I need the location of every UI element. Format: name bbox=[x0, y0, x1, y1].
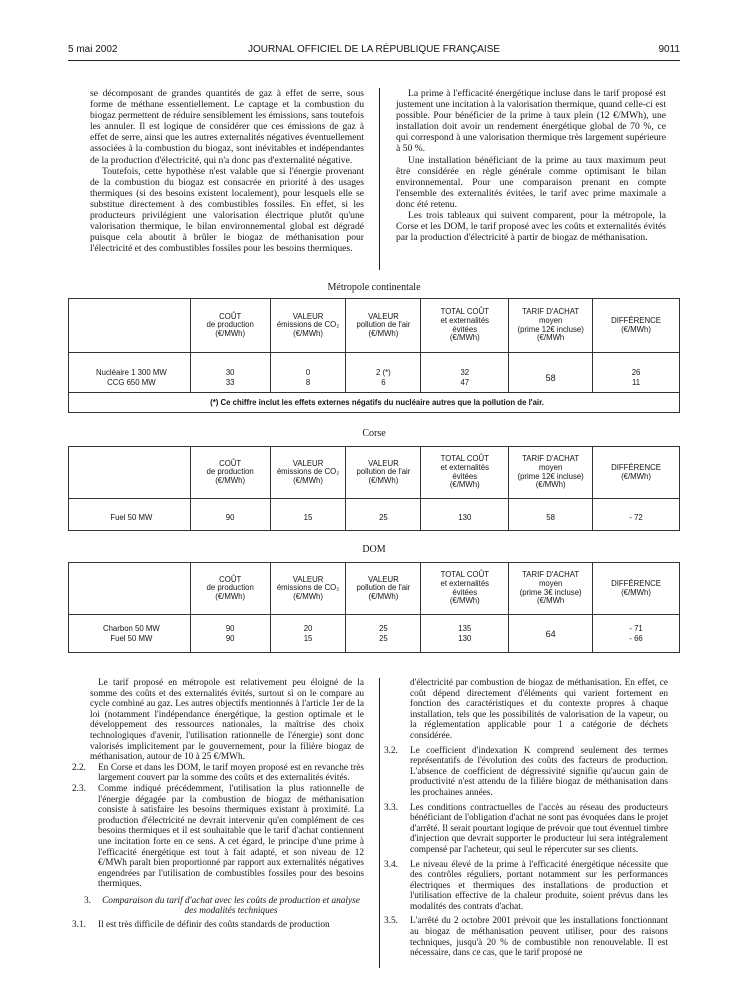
section-title: Comparaison du tarif d'achat avec les coûts de production et analyse des modalités techniques bbox=[102, 895, 360, 917]
numbered-item bbox=[384, 803, 668, 856]
item-number: 3.4. bbox=[384, 859, 398, 870]
header-cell: VALEUR pollution de l'air (€/MWh) bbox=[346, 563, 421, 615]
cell: 32 bbox=[460, 367, 470, 377]
cell-tarif: 58 bbox=[509, 353, 593, 393]
numbered-item bbox=[384, 860, 668, 913]
section-number: 3. bbox=[84, 895, 91, 906]
paragraph: Les trois tableaux qui suivent comparent, pour la métropole, la Corse et les DOM, le tarif proposé avec les coûts et externalités évités par la production d'électricité à partir de biogaz de méthanisation. bbox=[396, 210, 666, 244]
header-cell-label bbox=[69, 563, 191, 615]
cell-tarif: 64 bbox=[509, 615, 593, 653]
top-right-column bbox=[396, 88, 666, 243]
cell: 15 bbox=[270, 499, 346, 531]
cell: 11 bbox=[631, 377, 641, 387]
paragraph: Le tarif proposé en métropole est relativement peu éloigné de la somme des coûts et des externalités évités, surtout si on le compare au cycle combiné au gaz. Les autres objectifs mentionnés à l'article 1er de la loi (notamment l'indépendance énergétique, la gestion optimale et le développement des ressources nationales, la maîtrise des choix technologiques d'avenir, l'utilisation rationnelle de l'énergie) sont donc valorisés implicitement par le gouvernement, pour la filière biogaz de méthanisation, autour de 10 à 25 €/MWh. bbox=[90, 678, 364, 763]
cell: 2 (*) bbox=[376, 367, 391, 377]
cell: - 71 bbox=[629, 623, 643, 633]
item-text: Les conditions contractuelles de l'accès au réseau des producteurs bénéficiant de l'obligation d'achat ne sont pas évoquées dans le projet d'arrêté. Il serait pourtant logique de prévoir que tout éventuel timbre d'injection que devrait supporter le producteur lui sera intégralement compensé par l'acheteur, qui seul le répercuter sur ses clients. bbox=[410, 802, 668, 855]
table-title-corse: Corse bbox=[362, 428, 386, 439]
numbered-item bbox=[72, 763, 364, 784]
header-cell: VALEUR pollution de l'air (€/MWh) bbox=[346, 447, 421, 499]
cell: 90 bbox=[190, 499, 270, 531]
header-cell: VALEUR émissions de CO₂ (€/MWh) bbox=[270, 447, 346, 499]
header-cell: VALEUR pollution de l'air (€/MWh) bbox=[346, 299, 421, 353]
header-cell: DIFFÉRENCE (€/MWh) bbox=[593, 563, 680, 615]
paragraph: se décomposant de grandes quantités de gaz à effet de serre, sous forme de méthane essentiellement. Le captage et la combustion du biogaz permettent de réduire sensiblement les émissions, sans toutefois les annuler. Il est logique de considérer que ces émissions de gaz à effet de serre, ainsi que les autres externalités négatives éventuellement associées à la combustion du biogaz, sont inévitables et indépendantes de la production d'électricité, qui n'a donc pas d'externalité négative. bbox=[90, 88, 364, 166]
table-metropole bbox=[68, 298, 680, 413]
header-cell: TOTAL COÛT et externalités évitées (€/MWh) bbox=[421, 563, 509, 615]
header-cell: TOTAL COÛT et externalités évitées (€/MWh) bbox=[421, 447, 509, 499]
table-title-metropole: Métropole continentale bbox=[327, 282, 421, 293]
item-text: En Corse et dans les DOM, le tarif moyen proposé est en revanche très largement couvert par la somme des coûts et des externalités évités. bbox=[98, 762, 364, 784]
table-row bbox=[69, 499, 680, 531]
header-cell: TARIF D'ACHAT moyen (prime 12€ incluse) (€/MWh bbox=[509, 299, 593, 353]
numbered-item bbox=[72, 784, 364, 890]
cell: 25 bbox=[379, 623, 388, 633]
cell: 20 bbox=[303, 623, 313, 633]
header-cell: VALEUR émissions de CO₂ (€/MWh) bbox=[270, 563, 346, 615]
cell: 8 bbox=[305, 377, 311, 387]
header-cell: TARIF D'ACHAT moyen (prime 3€ incluse) (€/MWh bbox=[509, 563, 593, 615]
item-text: Il est très difficile de définir des coûts standards de production bbox=[98, 920, 330, 931]
header-cell: COÛT de production (€/MWh) bbox=[190, 299, 270, 353]
row-label: Fuel 50 MW bbox=[110, 633, 153, 643]
cell: 25 bbox=[346, 499, 421, 531]
column-divider bbox=[379, 678, 380, 968]
item-number: 3.5. bbox=[384, 916, 398, 927]
header-rule bbox=[68, 60, 680, 61]
paragraph: Toutefois, cette hypothèse n'est valable que si l'énergie provenant de la combustion du biogaz est consacrée en priorité à des usages thermiques (si des besoins existent localement), pour lesquels elle se substitue directement à des combustibles fossiles. En effet, si les producteurs privilégient une valorisation électrique plutôt qu'une valorisation thermique, le bilan environnemental global est dégradé puisque cela aboutit à brûler le biogaz de méthanisation pour l'électricité et des combustibles fossiles pour les besoins thermiques. bbox=[90, 165, 364, 255]
table-note: (*) Ce chiffre inclut les effets externes négatifs du nucléaire autres que la pollution de l'air. bbox=[69, 393, 680, 413]
cell: 47 bbox=[460, 377, 470, 387]
header-cell: DIFFÉRENCE (€/MWh) bbox=[593, 447, 680, 499]
header-date: 5 mai 2002 bbox=[68, 44, 118, 55]
cell: 15 bbox=[303, 633, 313, 643]
numbered-item bbox=[72, 920, 364, 931]
item-text: Le niveau élevé de la prime à l'efficacité énergétique nécessite que des contrôles réguliers, portant notamment sur les performances électriques et thermiques des installations de production et l'utilisation effective de la chaleur produite, soient prévus dans les modalités des contrats d'achat. bbox=[410, 859, 668, 912]
table-row bbox=[69, 353, 680, 393]
cell: 90 bbox=[225, 623, 235, 633]
paragraph: Une installation bénéficiant de la prime au taux maximum peut être considérée en règle générale comme optimisant le bilan environnemental. Pour une comparaison prenant en compte l'ensemble des externalités évitées, le tarif avec prime maximale a donc été retenu. bbox=[396, 154, 666, 210]
row-label: Charbon 50 MW bbox=[102, 623, 160, 633]
row-label: CCG 650 MW bbox=[107, 377, 156, 387]
paragraph: d'électricité par combustion de biogaz de méthanisation. En effet, ce coût dépend directement d'éléments qui varient fortement en fonction des caractéristiques et du contexte propres à chaque installation, tels que les possibilités de valorisation de la vapeur, ou la réglementation applicable pour 1 a catégorie de déchets considérée. bbox=[410, 678, 668, 741]
header-cell: DIFFÉRENCE (€/MWh) bbox=[593, 299, 680, 353]
cell: 90 bbox=[225, 633, 235, 643]
header-cell: TOTAL COÛT et externalités évitées (€/MWh) bbox=[421, 299, 509, 353]
item-number: 3.3. bbox=[384, 802, 398, 813]
cell: 25 bbox=[379, 633, 388, 643]
header-cell: TARIF D'ACHAT moyen (prime 12€ incluse) (€/MWh) bbox=[509, 447, 593, 499]
cell: 26 bbox=[631, 367, 641, 377]
section-heading bbox=[72, 896, 364, 917]
bottom-right-column bbox=[384, 678, 668, 959]
paragraph: La prime à l'efficacité énergétique incluse dans le tarif proposé est justement une incitation à la valorisation thermique, quand celle-ci est possible. Pour bénéficier de la prime à taux plein (12 €/MWh), une installation doit avoir un rendement énergétique global de 70 %, ce qui correspond à une valorisation thermique très largement supérieure à 50 %. bbox=[396, 88, 666, 155]
bottom-left-column bbox=[72, 678, 364, 931]
row-label: Nucléaire 1 300 MW bbox=[96, 367, 167, 377]
table-title-dom: DOM bbox=[362, 544, 386, 555]
header-cell: COÛT de production (€/MWh) bbox=[190, 563, 270, 615]
cell: 135 bbox=[458, 623, 472, 633]
cell: 0 bbox=[305, 367, 311, 377]
item-text: L'arrêté du 2 octobre 2001 prévoit que les installations fonctionnant au biogaz de méthanisation peuvent utiliser, pour des raisons techniques, jusqu'à 20 % de combustible non renouvelable. Il est nécessaire, dans ce cas, que le tarif proposé ne bbox=[410, 916, 668, 959]
item-number: 2.2. bbox=[72, 762, 86, 773]
column-divider bbox=[379, 88, 380, 270]
header-journal-title: JOURNAL OFFICIEL DE LA RÉPUBLIQUE FRANÇAISE bbox=[247, 44, 501, 55]
cell: 33 bbox=[225, 377, 235, 387]
item-number: 3.1. bbox=[72, 920, 86, 931]
item-number: 3.2. bbox=[384, 745, 398, 756]
cell: 130 bbox=[421, 499, 509, 531]
item-number: 2.3. bbox=[72, 783, 86, 794]
header-cell-label bbox=[69, 447, 191, 499]
numbered-item bbox=[384, 916, 668, 958]
header-cell: VALEUR émissions de CO₂ (€/MWh) bbox=[270, 299, 346, 353]
numbered-item bbox=[384, 746, 668, 799]
cell: 130 bbox=[458, 633, 472, 643]
header-cell-label bbox=[69, 299, 191, 353]
cell: 58 bbox=[509, 499, 593, 531]
item-text: Le coefficient d'indexation K comprend seulement des termes représentatifs de l'évolution des coûts des facteurs de production. L'absence de coefficient de dégressivité signifie qu'aucun gain de productivité n'est attendu de la filière biogaz de méthanisation dans les prochaines années. bbox=[410, 745, 668, 798]
cell: - 66 bbox=[629, 633, 643, 643]
header-cell: COÛT de production (€/MWh) bbox=[190, 447, 270, 499]
row-label: Fuel 50 MW bbox=[69, 499, 191, 531]
top-left-column bbox=[90, 88, 364, 254]
table-dom bbox=[68, 562, 680, 653]
header-page-number: 9011 bbox=[658, 44, 680, 55]
item-text: Comme indiqué précédemment, l'utilisation la plus rationnelle de l'énergie dégagée par la combustion de biogaz de méthanisation consiste à satisfaire les besoins thermiques existant à proximité. La production d'électricité ne devrait intervenir qu'en complément de ces besoins thermiques et il est souhaitable que le tarif d'achat contiennent une incitation forte en ce sens. A cet égard, le principe d'une prime à l'efficacité énergétique est tout à fait adapté, et son niveau de 12 €/MWh paraît bien proportionné par rapport aux externalités négatives engendrées par l'utilisation de combustibles fossiles pour des besoins thermiques. bbox=[98, 783, 364, 890]
table-row bbox=[69, 615, 680, 653]
table-corse bbox=[68, 446, 680, 531]
cell: 6 bbox=[381, 377, 386, 387]
cell: - 72 bbox=[593, 499, 680, 531]
cell: 30 bbox=[225, 367, 235, 377]
